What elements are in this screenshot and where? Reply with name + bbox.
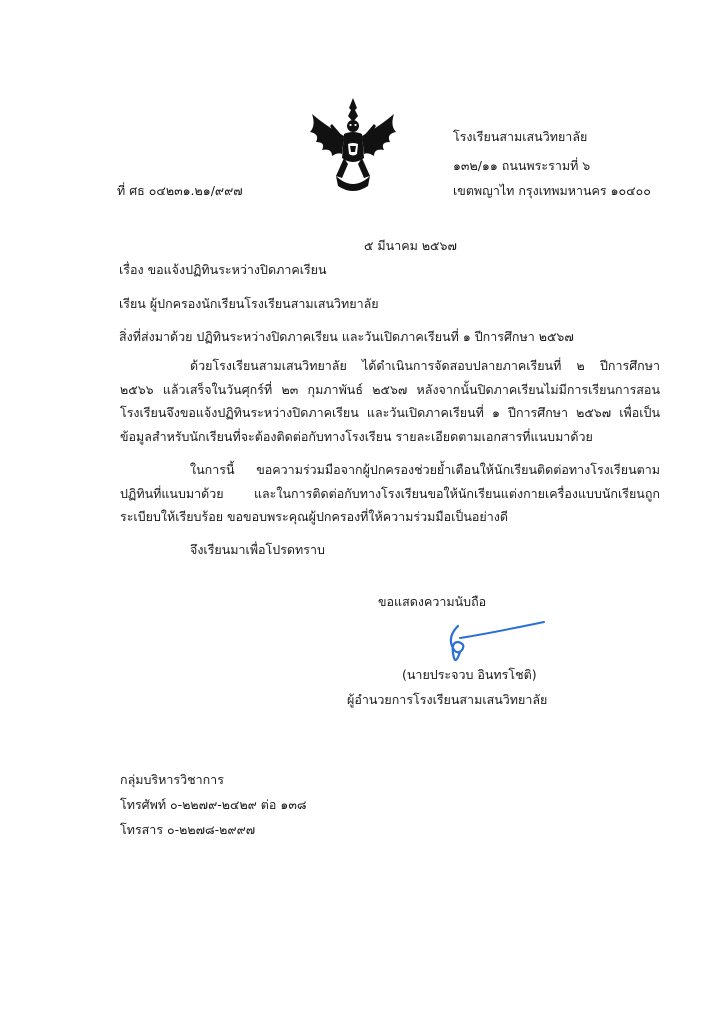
body-paragraph-2 <box>120 458 660 529</box>
signer-name: (นายประจวบ อินทรโชติ) <box>402 667 537 682</box>
body-paragraph-3: จึงเรียนมาเพื่อโปรดทราบ <box>190 542 325 557</box>
body-paragraph-1-text: ด้วยโรงเรียนสามเสนวิทยาลัย ได้ดำเนินการจัดสอบปลายภาคเรียนที่ ๒ ปีการศึกษา ๒๕๖๖ แล้วเสร็จในวันศุกร์ที่ ๒๓ กุมภาพันธ์ ๒๕๖๗ หลังจากนั้นปิดภาคเรียนไม่มีการเรียนการสอน โรงเรียนจึงขอแจ้งปฏิทินระหว่างปิดภาคเรียน และวันเปิดภาคเรียนที่ ๑ ปีการศึกษา ๒๕๖๗ เพื่อเป็นข้อมูลสำหรับนักเรียนที่จะต้องติดต่อกับทางโรงเรียน รายละเอียดตามเอกสารที่แนบมาด้วย <box>120 358 660 444</box>
closing-salutation: ขอแสดงความนับถือ <box>378 594 487 609</box>
enclosure-line: สิ่งที่ส่งมาด้วย ปฏิทินระหว่างปิดภาคเรียน และวันเปิดภาคเรียนที่ ๑ ปีการศึกษา ๒๕๖๗ <box>119 329 574 344</box>
recipient-line: เรียน ผู้ปกครองนักเรียนโรงเรียนสามเสนวิทยาลัย <box>119 296 379 311</box>
footer-fax: โทรสาร ๐-๒๒๗๘-๒๙๙๗ <box>120 822 256 837</box>
garuda-emblem-icon <box>306 96 400 196</box>
body-paragraph-2-text: ในการนี้ ขอความร่วมมือจากผู้ปกครองช่วยย้ำเตือนให้นักเรียนติดต่อทางโรงเรียนตามปฏิทินที่แนบมาด้วย และในการติดต่อกับทางโรงเรียนขอให้นักเรียนแต่งกายเครื่องแบบนักเรียนถูกระเบียบให้เรียบร้อย ขอขอบพระคุณผู้ปกครองที่ให้ความร่วมมือเป็นอย่างดี <box>120 462 660 524</box>
reference-number: ที่ ศธ ๐๔๒๓๑.๒๑/๙๙๗ <box>117 183 243 198</box>
body-paragraph-1 <box>120 354 660 448</box>
subject-line: เรื่อง ขอแจ้งปฏิทินระหว่างปิดภาคเรียน <box>119 262 327 277</box>
footer-phone: โทรศัพท์ ๐-๒๒๗๙-๒๔๒๙ ต่อ ๑๓๘ <box>120 797 307 812</box>
school-district: เขตพญาไท กรุงเทพมหานคร ๑๐๔๐๐ <box>453 183 651 198</box>
signer-position: ผู้อำนวยการโรงเรียนสามเสนวิทยาลัย <box>347 692 548 707</box>
letter-date: ๕ มีนาคม ๒๕๖๗ <box>364 238 457 253</box>
footer-department: กลุ่มบริหารวิชาการ <box>120 772 224 787</box>
handwritten-signature <box>436 616 546 668</box>
school-street: ๑๓๒/๑๑ ถนนพระรามที่ ๖ <box>453 158 591 173</box>
school-name: โรงเรียนสามเสนวิทยาลัย <box>453 129 588 144</box>
